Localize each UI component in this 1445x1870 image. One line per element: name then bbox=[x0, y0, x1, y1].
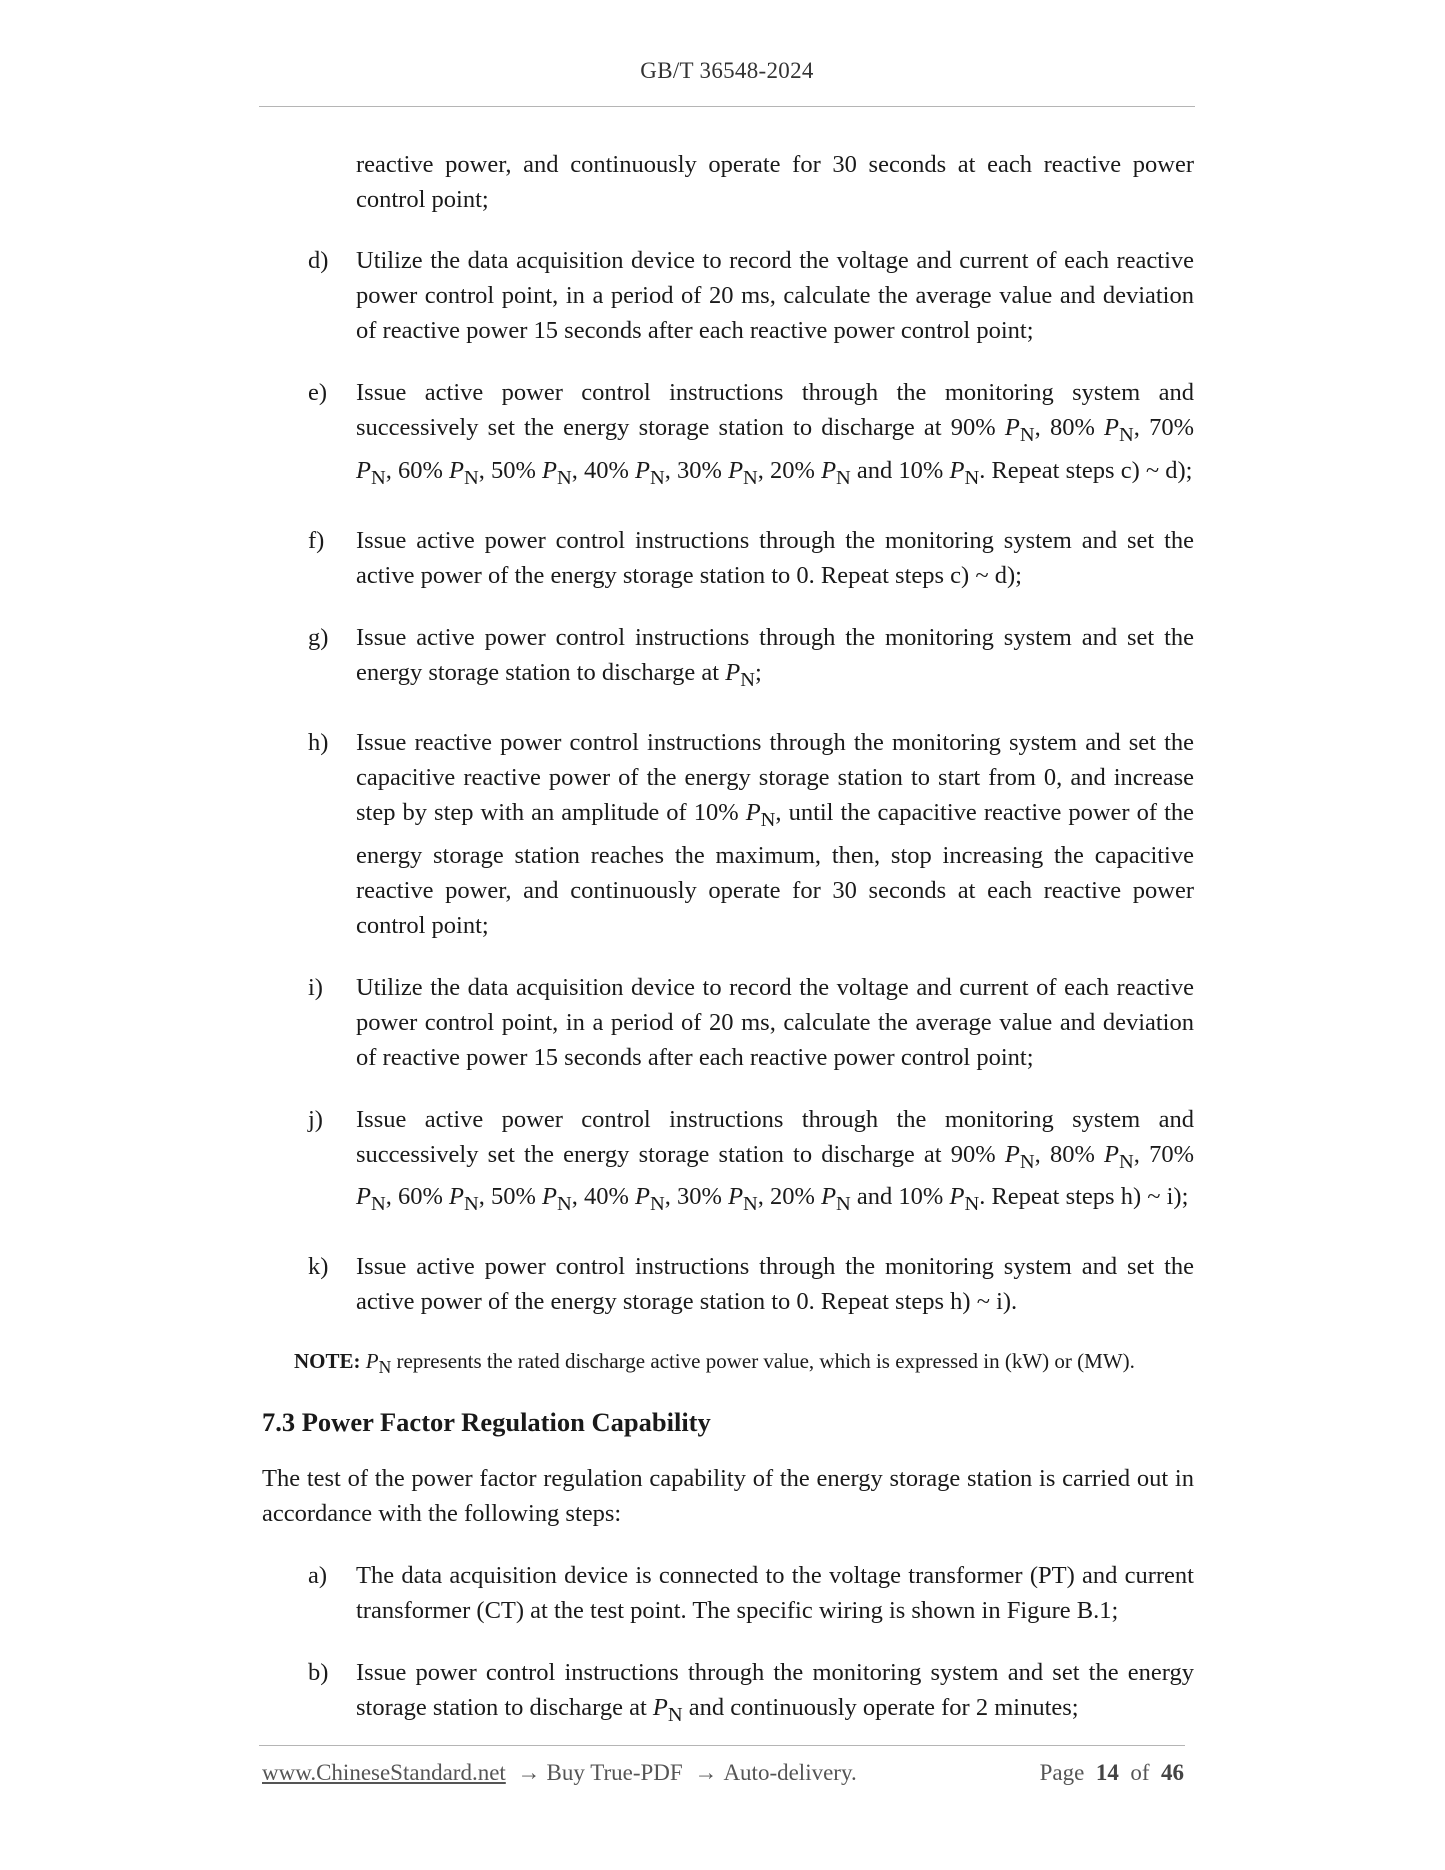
list-marker: d) bbox=[308, 247, 329, 274]
buy-pdf-text: Buy True-PDF bbox=[546, 1760, 683, 1785]
list-marker: k) bbox=[308, 1253, 329, 1281]
list-item-text: Issue active power control instructions through the monitoring system and successively set the energy storage station to discharge at 90% $P_N$, 80% $P_N$, 70% $P_N$, 60% $P_N$, 50% $P_N$, 40% $P_N$, 30% $P_N$, 20% $P_N$ and 10% $P_N$. Repeat steps h) ~ i); bbox=[356, 1105, 1194, 1216]
note bbox=[262, 1346, 1194, 1382]
section-intro: The test of the power factor regulation capability of the energy storage station is carried out in accordance with the following steps: bbox=[262, 1464, 1194, 1527]
list-marker: e) bbox=[308, 379, 328, 406]
page-content bbox=[262, 147, 1194, 1759]
footer-links bbox=[262, 1760, 857, 1786]
list-item-text: Issue active power control instructions through the monitoring system and set the active power of the energy storage station to 0. Repeat steps c) ~ d); bbox=[356, 526, 1194, 589]
note-text: $P_N$ represents the rated discharge active power value, which is expressed in (kW) or (MW). bbox=[365, 1349, 1135, 1378]
list-item-text: Issue active power control instructions through the monitoring system and set the energy storage station to discharge at $P_N$; bbox=[356, 623, 1194, 691]
list-item-k bbox=[262, 1249, 1194, 1319]
list-item-d bbox=[262, 243, 1194, 348]
page-label: Page bbox=[1039, 1760, 1085, 1785]
procedure-list bbox=[262, 243, 1194, 1319]
document-header: GB/T 36548-2024 bbox=[640, 58, 814, 83]
list-marker: i) bbox=[308, 973, 323, 1001]
section-title: 7.3 Power Factor Regulation Capability bbox=[262, 1406, 711, 1437]
list-item-g bbox=[262, 620, 1194, 698]
list-item-i bbox=[262, 970, 1194, 1075]
list-item-text: Issue active power control instructions through the monitoring system and set the active power of the energy storage station to 0. Repeat steps h) ~ i). bbox=[356, 1253, 1194, 1316]
page-indicator bbox=[1040, 1760, 1184, 1786]
note-label: NOTE: bbox=[294, 1349, 361, 1374]
list-marker: f) bbox=[308, 526, 325, 554]
list-item-b bbox=[262, 1655, 1194, 1733]
list-item-text: Issue reactive power control instructions through the monitoring system and set the capacitive reactive power of the energy storage station to start from 0, and increase step by step with an amplitude of 10% $P_N$, until the capacitive reactive power of the energy storage station reaches the maximum, then, stop increasing the capacitive reactive power, and continuously operate for 30 seconds at each reactive power control point; bbox=[356, 728, 1195, 939]
list-item-a bbox=[262, 1558, 1194, 1628]
list-item-text: Issue power control instructions through the monitoring system and set the energy storage station to discharge at $P_N$ and continuously operate for 2 minutes; bbox=[356, 1658, 1194, 1726]
list-marker: g) bbox=[308, 623, 329, 651]
continued-list-item bbox=[262, 147, 1194, 217]
list-marker: j) bbox=[308, 1105, 323, 1133]
list-item-text: reactive power, and continuously operate for 30 seconds at each reactive power control point; bbox=[356, 151, 1194, 213]
arrow-right-icon: → bbox=[694, 1760, 718, 1785]
list-item-j bbox=[262, 1102, 1194, 1223]
auto-delivery-text: Auto-delivery. bbox=[723, 1760, 857, 1785]
procedure-list-2 bbox=[262, 1558, 1194, 1733]
list-item-text: Issue active power control instructions through the monitoring system and successively set the energy storage station to discharge at 90% $P_N$, 80% $P_N$, 70% $P_N$, 60% $P_N$, 50% $P_N$, 40% $P_N$, 30% $P_N$, 20% $P_N$ and 10% $P_N$. Repeat steps c) ~ d); bbox=[356, 379, 1194, 489]
list-marker: h) bbox=[308, 728, 329, 756]
total-pages: 46 bbox=[1161, 1760, 1184, 1785]
list-marker: b) bbox=[308, 1658, 329, 1686]
list-marker: a) bbox=[308, 1561, 328, 1589]
list-item-text: Utilize the data acquisition device to record the voltage and current of each reactive power control point, in a period of 20 ms, calculate the average value and deviation of reactive power 15 seconds after each reactive power control point; bbox=[356, 973, 1194, 1071]
list-item-h bbox=[262, 725, 1194, 943]
page-number: 14 bbox=[1095, 1760, 1119, 1785]
list-item-f bbox=[262, 523, 1194, 593]
header-divider bbox=[259, 106, 1195, 107]
list-item-e bbox=[262, 375, 1194, 496]
of-label: of bbox=[1130, 1760, 1150, 1785]
list-item-text: The data acquisition device is connected to the voltage transformer (PT) and current transformer (CT) at the test point. The specific wiring is shown in Figure B.1; bbox=[356, 1561, 1194, 1624]
footer-divider bbox=[259, 1745, 1185, 1746]
list-item-text: Utilize the data acquisition device to record the voltage and current of each reactive power control point, in a period of 20 ms, calculate the average value and deviation of reactive power 15 seconds after each reactive power control point; bbox=[356, 247, 1194, 344]
page-footer bbox=[262, 1760, 1184, 1792]
website-link[interactable]: www.ChineseStandard.net bbox=[262, 1760, 506, 1785]
arrow-right-icon: → bbox=[517, 1760, 541, 1785]
